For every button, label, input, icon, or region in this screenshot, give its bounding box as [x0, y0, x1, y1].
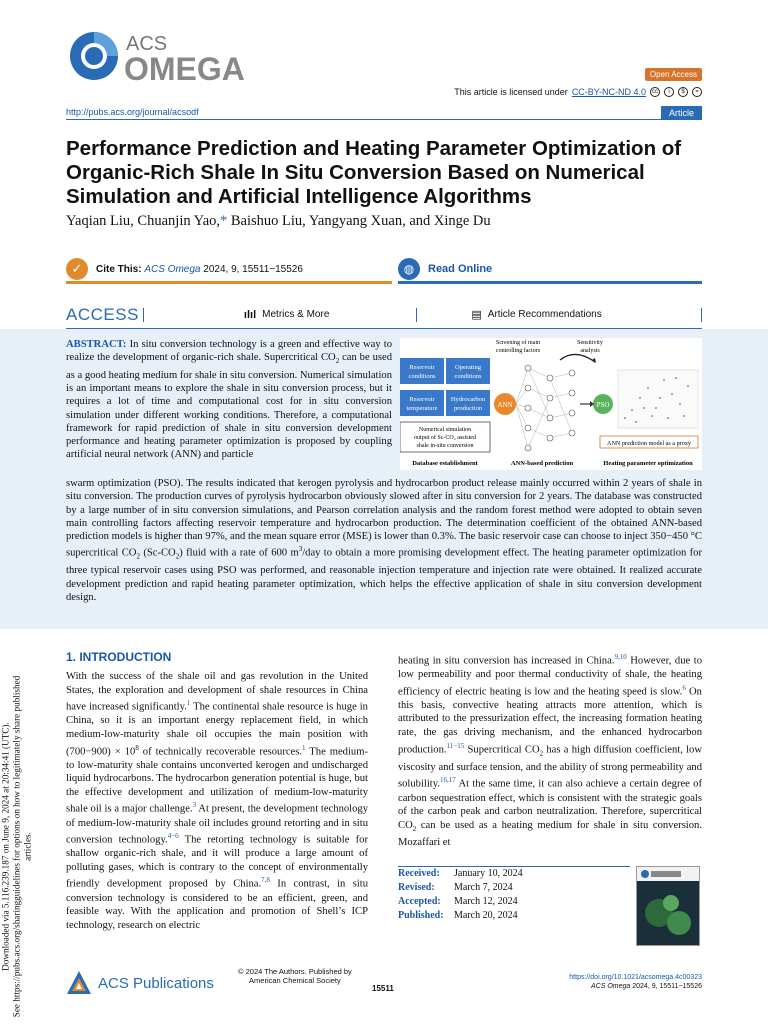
abstract-text-2d: /day to obtain a more promising development effect. The heating parameter optimization for three typical reservoir cases using PSO was performed, and reasonable injection temperature and injection rate were obtained. It realized accurate development prediction and rapid heating parameter optimization, which helps the effective application of shale in situ conversion development design. [66, 548, 703, 604]
acs-publications-logo [66, 970, 214, 996]
intro-text: However, due to low permeability and poor thermal conductivity of shale, the heating efficiency of electric heating is low and the heating speed is slow. [398, 655, 702, 698]
license-prefix: This article is licensed under [454, 87, 568, 97]
copyright-line-2: American Chemical Society [249, 976, 341, 985]
intro-text: In contrast, in situ conversion technology is considered to be an efficient, green, and feasible way. With the application and promotion of Shell’s ICP technology, research on electric [66, 878, 368, 931]
publisher-name: ACS Publications [98, 974, 214, 992]
cite-this-box[interactable] [66, 257, 392, 284]
citation-ref[interactable]: 16,17 [440, 776, 456, 785]
date-label: Accepted: [398, 896, 441, 907]
end-divider [701, 308, 702, 322]
bar-chart-icon: ılıl [243, 308, 257, 321]
citation-ref[interactable]: 3 [192, 801, 197, 810]
document-icon: ▤ [471, 309, 482, 321]
abstract-text-2: swarm optimization (PSO). The results indicated that kerogen pyrolysis and hydrocarbon product release mainly occurred within 2 years of shale in situ conversion. The production curves of pyrolysis hydrocarbon obviously slowed after in situ conversion for 2 years. The database was constructed by a large number of in situ conversion simulations, and Pearson correlation analysis and the random forest method were adopted to obtain seven main controlling factors affecting reservoir temperature and hydrocarbon production. The determination coefficient of the obtained ANN-based prediction models is higher than 97%, and the mean square error (MSE) is lower than 0.3%. The basic reservoir case can choose to inject 350−450 °C supercritical CO [66, 478, 702, 560]
metrics-more-button[interactable] [244, 309, 329, 321]
nd-icon: = [692, 87, 702, 97]
doi-block [569, 973, 702, 991]
svg-text:production: production [453, 405, 483, 412]
nc-icon: $ [678, 87, 688, 97]
date-value: January 10, 2024 [454, 868, 523, 879]
body-column-left [66, 670, 368, 932]
intro-text: At the same time, it can also achieve a certain degree of carbon sequestration effect, which is consistent with the strategic goals of the carbon peak and carbon neutralization. Therefore, supercritical CO [398, 778, 702, 831]
cc-icon: cc [652, 89, 658, 95]
cite-bar [66, 257, 702, 284]
abstract-text-2c: ) fluid with a rate of 600 m [179, 548, 299, 560]
svg-text:output of Sc-CO₂ assisted: output of Sc-CO₂ assisted [414, 435, 476, 441]
side-line-1: Downloaded via 5.116.239.187 on June 9, 2024 at 20:34:41 (UTC). [0, 722, 11, 971]
svg-text:Numerical simulation: Numerical simulation [418, 427, 472, 433]
open-access-badge: Open Access [645, 68, 702, 81]
copyright-line-1: © 2024 The Authors. Published by [238, 967, 352, 976]
intro-text: On this basis, convective heating attracts more attention, which is attributed to the pressurization effect, the increasing formation heating rate, the gas driving mechanism, and the enhanced hydrocarbon production. [398, 686, 702, 756]
access-label: ACCESS [66, 304, 139, 324]
sup-3: 3 [298, 545, 303, 554]
section-heading-introduction: 1. INTRODUCTION [66, 650, 172, 664]
sub-2: 2 [539, 749, 544, 758]
date-label: Published: [398, 910, 444, 921]
citation-ref[interactable]: 1 [302, 743, 306, 752]
corresponding-author-star[interactable]: * [220, 213, 228, 229]
abstract-text-1b: can be used as a good heating medium for shale in situ conversion. Numerical simulation is an important means to explore the shale in situ conversion process, but it requires a lot of time and computational cost for in situ conversion simulation under different working conditions. Therefore, a computational framework for rapid prediction of shale in situ conversion development performance and heating parameter optimization is proposed by coupling artificial neural network (ANN) and particle [66, 352, 392, 461]
toc-ann-pred-label: ANN-based prediction [510, 460, 574, 467]
intro-text: The medium- to low-maturity shale contains unconverted kerogen and undischarged liquid hydrocarbons. The hydrocarbon generation potential is huge, but the effective development and utilization of medium-low-maturity shale oil is a major challenge. [66, 746, 368, 815]
date-row [398, 895, 630, 909]
copyright [238, 967, 352, 985]
svg-text:controlling factors: controlling factors [495, 348, 541, 354]
logo-omega-text: OMEGA [124, 51, 245, 87]
sub-2: 2 [335, 357, 340, 366]
svg-text:Operating: Operating [455, 364, 481, 371]
download-watermark [2, 660, 32, 1020]
intro-text: heating in situ conversion has increased in China. [398, 655, 615, 667]
intro-text: With the success of the shale oil and gas revolution in the United States, the exploration and development of shale resources in China have increased significantly. [66, 671, 368, 713]
citation-ref[interactable]: 7,8 [261, 876, 270, 885]
recommendations-label: Article Recommendations [487, 309, 602, 320]
citation-ref[interactable]: 11−15 [446, 741, 465, 750]
svg-text:conditions: conditions [408, 373, 436, 380]
logo-acs-text: ACS [126, 33, 168, 55]
license-link[interactable]: CC-BY-NC-ND 4.0 [571, 87, 646, 97]
authors-part2: Baishuo Liu, Yangyang Xuan, and Xinge Du [227, 213, 491, 229]
citation-ref[interactable]: 1 [186, 699, 191, 708]
sub-2: 2 [136, 553, 140, 562]
svg-text:shale in-situ conversion: shale in-situ conversion [416, 443, 474, 449]
svg-text:Reservoir: Reservoir [409, 364, 435, 371]
access-bar [66, 301, 702, 329]
toc-hpo-label: Heating parameter optimization [603, 460, 693, 467]
metrics-label: Metrics & More [262, 309, 330, 320]
check-icon: ✓ [66, 258, 88, 280]
abstract-label: ABSTRACT: [66, 339, 127, 350]
intro-text: The retorting technology is suitable for shallow organic-rich shale, and it will produce a large amount of polluting gases, which is contrary to the concept of environmentally friendly development proposed by China. [66, 834, 368, 890]
acs-triangle-icon [66, 970, 92, 996]
by-icon: i [664, 87, 674, 97]
date-value: March 20, 2024 [454, 910, 518, 921]
svg-text:Screening of main: Screening of main [496, 340, 540, 346]
authors-part1: Yaqian Liu, Chuanjin Yao, [66, 213, 221, 229]
article-type-badge: Article [661, 106, 702, 120]
cite-journal: ACS Omega [144, 263, 201, 275]
date-value: March 7, 2024 [454, 882, 513, 893]
citation-rest: 2024, 9, 15511−15526 [630, 983, 702, 990]
publication-dates [398, 866, 630, 923]
sub-2: 2 [175, 553, 180, 562]
citation-journal: ACS Omega [591, 983, 631, 990]
intro-text: can be used as a heating medium for shale in situ conversion. Mozaffari et [398, 819, 702, 849]
citation-ref[interactable]: 4−6 [167, 832, 179, 841]
svg-text:Reservoir: Reservoir [409, 396, 435, 403]
date-label: Revised: [398, 882, 435, 893]
cite-label: Cite This: [96, 263, 142, 275]
intro-text: At present, the development technology of medium-low-maturity shale oil includes ground retorting and in situ conversion technology. [66, 803, 368, 846]
author-list [66, 213, 491, 230]
read-online-box[interactable] [398, 257, 702, 284]
article-recommendations-button[interactable] [471, 308, 601, 321]
date-value: March 12, 2024 [454, 896, 518, 907]
svg-text:analysis: analysis [580, 348, 600, 354]
abstract-part2 [66, 477, 702, 604]
date-row [398, 867, 630, 881]
cite-ref: 2024, 9, 15511−15526 [200, 263, 303, 275]
abstract-part1 [66, 338, 392, 462]
sub-2: 2 [412, 824, 417, 833]
article-title: Performance Prediction and Heating Parameter Optimization of Organic-Rich Shale In Situ Conversion Based on Numerical Simulation and Artificial Intelligence Algorithms [66, 137, 682, 208]
intro-text: Supercritical CO [464, 744, 540, 756]
abstract-text-1: In situ conversion technology is a green and effective way to realize the development of organic-rich shale. Supercritical CO [66, 339, 392, 364]
journal-cover-thumbnail [636, 866, 700, 946]
citation-ref[interactable]: 9,10 [614, 653, 627, 661]
svg-text:conditions: conditions [454, 373, 482, 380]
toc-proxy-label: ANN prediction model as a proxy [606, 440, 692, 447]
abstract-text-2b: (Sc-CO [139, 548, 176, 560]
pso-node-label: PSO [596, 401, 610, 409]
page-number: 15511 [372, 984, 394, 993]
read-online-link[interactable]: Read Online [428, 263, 493, 275]
intro-text: The continental shale resource is huge in China, so it is an important energy replacement field, in which medium-low-maturity shale oil occupies the main position with (700−900) × 10 [66, 701, 368, 758]
ann-node-label: ANN [497, 401, 513, 409]
date-row [398, 909, 630, 923]
intro-text: has a high diffusion coefficient, low viscosity and surface tension, and the ability of strong permeability and solubility. [398, 744, 702, 790]
body-column-right [398, 651, 702, 850]
acs-omega-logo [66, 28, 276, 88]
date-row [398, 881, 630, 895]
intro-text: of technically recoverable resources. [138, 746, 303, 758]
header-divider [66, 119, 702, 120]
doi-link[interactable]: https://doi.org/10.1021/acsomega.4c00323 [569, 974, 702, 981]
date-label: Received: [398, 868, 440, 879]
superscript: 8 [135, 743, 139, 752]
globe-icon: ◍ [398, 258, 420, 280]
svg-text:Hydrocarbon: Hydrocarbon [450, 396, 486, 403]
toc-db-label: Database establishment [412, 460, 478, 467]
journal-url-link[interactable]: http://pubs.acs.org/journal/acsodf [66, 107, 199, 117]
toc-graphic [400, 338, 702, 470]
metrics-divider [416, 308, 417, 322]
license-line [454, 87, 702, 97]
citation-ref[interactable]: 6 [682, 683, 686, 692]
cite-text [96, 264, 303, 275]
svg-text:temperature: temperature [406, 405, 438, 412]
svg-text:Sensitivity: Sensitivity [577, 340, 603, 346]
access-divider [143, 308, 144, 322]
side-line-2: See https://pubs.acs.org/sharingguidelines for options on how to legitimately share published articles. [11, 675, 33, 1018]
